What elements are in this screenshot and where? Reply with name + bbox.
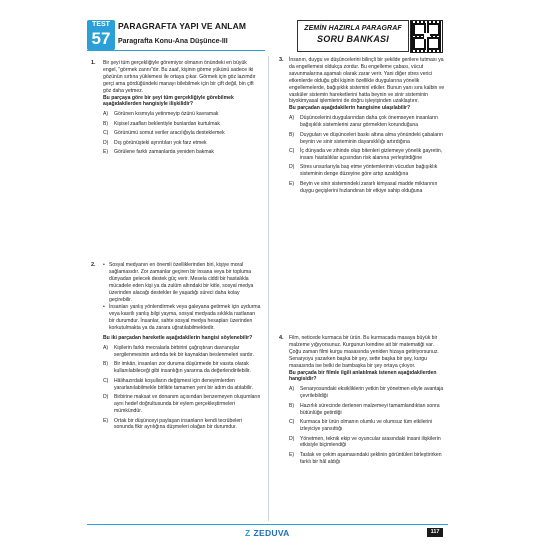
series-title-top: ZEMİN HAZIRLA PARAGRAF [304,25,402,32]
publisher-logo [245,528,290,538]
option-e[interactable]: E) Taslak ve çekim aşamasındaki şeklinin görüntüleri birleştirirken farklı bir hâl aldığı [289,451,442,465]
option-d[interactable]: D) Stres unsurlarıyla baş etme yöntemlerinin vücudun bağışıklık sisteminin denge düzeyine göre artıp azaldığına [289,164,438,178]
option-b[interactable]: B) Bir imkân, insanları zor duruma düşürmede bir vasıta olarak kullanılabileceği gibi insanlığın yararına da değerlendirilebilir. [103,361,251,375]
test-number: 57 [91,29,111,48]
series-title-bottom: SORU BANKASI [317,34,389,44]
options-list [103,345,261,431]
question-prompt: Bu parçaya göre bir şeyi tüm gerçekliğiyle görebilmek aşağıdakilerden hangisiyle ilişkilidir? [103,94,234,108]
options-list [289,386,447,465]
test-badge [87,20,115,50]
option-a[interactable]: A) Görünen kısmıyla yetinmeyip özünü kavramak [103,111,219,118]
option-c[interactable]: C) Görünümü somut veriler aracılığıyla desteklemek [103,130,225,137]
option-b[interactable]: B) Hazırlık sürecinde derlenen malzemeyi tamamlandıktan sonra bütünlüğe getirdiği [289,402,440,416]
footer-divider [87,524,448,525]
question-number: 1. [91,60,96,66]
question-text: Film, neticede kurmaca bir ürün. Bu kurmacada masaya büyük bir malzeme yığıyorsunuz. Kurgunun kendine ait bir matematiği var. Çoğu zaman filmi kurgu masasında yeniden hizaya getiriyorsunuz. Senaryoyu yazarken başka bir şey, sette başka bir şey, kurgu masasında ise belki de bambaşka bir şey ortaya çıkıyor. [289,335,439,369]
test-label: TEST [92,21,110,28]
question-number: 2. [91,262,96,268]
option-d[interactable]: D) Yönetmen, teknik ekip ve oyuncular arasındaki insani ilişkilerin etkisiyle biçimlendiği [289,435,441,449]
option-a[interactable]: A) Senaryosundaki eksikliklerin yetkin bir yönetmen eliyle avantaja çevrilebildiği [289,386,444,400]
page-number: 117 [427,528,443,537]
option-a[interactable]: A) Düşüncelerini duygularından daha çok önemseyen insanların bağışıklık sistemlerini zarar görmekten korunduğuna [289,115,438,129]
option-b[interactable]: B) Duyguları ve düşünceleri baskı altına alma yönündeki çabaların beynin ve sinir sisteminin dayanıklılığı artırdığına [289,131,443,145]
question-prompt: Bu parçada bir filmle ilgili anlatılmak istenen aşağıdakilerden hangisidir? [289,369,437,383]
question-prompt: Bu parçadan aşağıdakilerin hangisine ulaşılabilir? [289,105,411,112]
options-list [289,115,447,194]
page-subtitle: Paragrafta Konu-Ana Düşünce-III [118,38,228,45]
option-c[interactable]: C) Hâlihazırdaki koşulların değişmesi için deneyimlerden yararlanılabilmekle birlikte tamamen yeni bir adım da atılabilir. [103,377,254,391]
option-e[interactable]: E) Görülene farklı zamanlarda yeniden bakmak [103,149,214,156]
question-text: Bir şeyi tüm gerçekliğiyle göremiyor olmanın önündeki en büyük engel, "görmek zannı"dır. Bu zaaf, kişinin görme yükünü sadece iki gözünün sırtına yüklemesi ile ortaya çıkar. Görmek için göz lazımdır gerçi ama gördüğündeki manayı bilebilmek için bir çift değil, bin çift göz daha yetmez. [103,60,256,94]
qr-code-icon[interactable] [410,20,443,53]
question-prompt: Bu iki parçadan hareketle aşağıdakilerin hangisi söylenebilir? [103,335,253,342]
option-e[interactable]: E) Beyin ve sinir sistemindeki zararlı kimyasal madde miktarının duygu geçişlerini hızlandıran bir etkiye sahip olduğuna [289,180,438,194]
question-number: 4. [279,335,284,341]
option-b[interactable]: B) Kişisel zaafları beklentiyle bunlardan kurtulmak [103,120,220,127]
series-title-box [297,20,409,52]
option-e[interactable]: E) Ortak bir düşünceyi paylaşan insanların kendi tecrübeleri sonunda fikir ayrılığına düşmeleri olağan bir durumdur. [103,417,242,431]
question-text: İnsanın, duygu ve düşüncelerini bilinçli bir şekilde gerilere tutması ya da engellemesi oldukça zordur. Bu engelleme çabası, vücut savunmalarına aşamalı olarak zarar verir. Yani diğer stres verici etkenlerde olduğu gibi kişinin özellikle duygularına yönelik engellemelerde, bağışıklık sistemini etkiler. Bunun yanı sıra kalbin ve vasküler sistemin hareketlerini hatta beynin ve sinir sisteminin biyokimyasal işlemlerini de doğru işleyişinden uzaklaştırır. [289,57,445,105]
logo-text: ZEDUVA [253,528,290,538]
question-number: 3. [279,57,284,63]
option-c[interactable]: C) İç dünyada ve zihinde olup bitenleri gizlemeye yönelik gayretin, insanı hastalıklar açısından risk alanına yerleştirdiğine [289,148,443,161]
option-d[interactable]: D) Dış görünüşteki ayrıntıları yok farz etmek [103,139,207,146]
logo-mark-icon: Z [245,528,251,538]
page-title: PARAGRAFTA YAPI VE ANLAM [118,21,247,31]
header-divider [87,50,265,51]
bullet-paragraph-1: • Sosyal medyanın en önemli özelliklerinden biri, kişiye moral sağlamasıdır. Zor zamanlar geçiren bir insana veya bir topluma dünyadan gelecek destek güç verir. Mesela ciddi bir hastalıkla mücadele eden kişi ya da zulüm altındaki bir kitle, sosyal medya üzerinden alacağı destekler ile yaşadığı süreci daha kolay geçirebilir. [103,262,254,303]
options-list [103,111,261,156]
option-c[interactable]: C) Kurmaca bir ürün olmanın olumlu ve olumsuz tüm etkilerini izleyiciye yansıttığı [289,419,433,433]
option-d[interactable]: D) Birbirine maksat ve donanım açısından benzemeyen oluşumların aynı hedef doğrultusunda bir eylem gerçekleştirmeleri mümkündür. [103,394,261,414]
bullet-paragraph-2: • İnsanları yanlış yönlendirmek veya galeyana getirmek için uydurma veya kasıtlı yanlış bilgi yayma, sosyal medyada sıklıkla rastlanan bir durumdur. İnsanlar, sahte sosyal medya hesapları üzerinden korkutulmakta ya da zarara uğratılabilmektedir. [103,304,261,332]
option-a[interactable]: A) Kişilerin farklı mecralarla birbirini çağrıştıran davranışlar sergilenmesinin ardında tek bir kaynaktan beslenmeleri vardır. [103,344,254,358]
column-divider [268,56,269,521]
